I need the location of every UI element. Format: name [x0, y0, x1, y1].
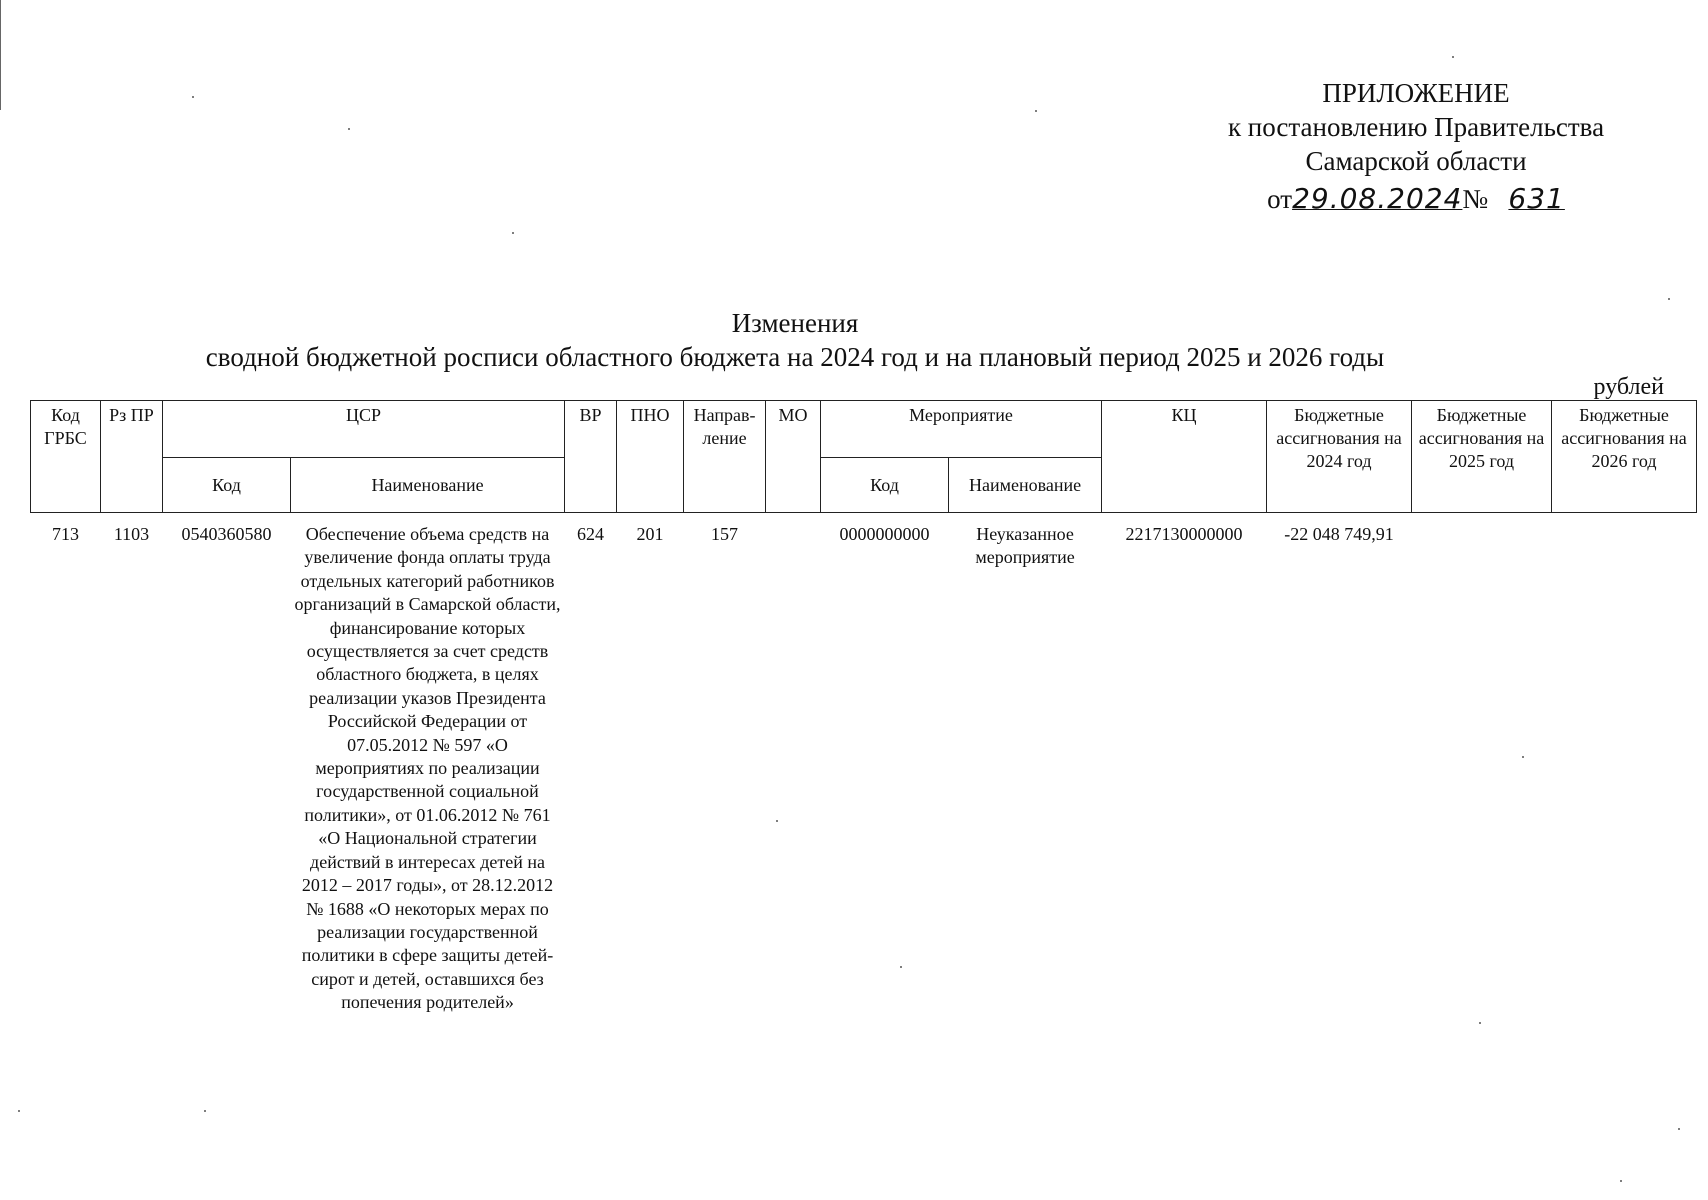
header-alloc-2025: Бюджетные ассигнования на 2025 год — [1412, 401, 1552, 513]
handwritten-date: 29.08.2024 — [1292, 182, 1463, 215]
header-event-name: Наименование — [949, 458, 1102, 513]
appendix-date-line — [1206, 182, 1626, 216]
cell-event-code: 0000000000 — [839, 524, 930, 544]
cell-event-name: Неуказанное мероприятие — [975, 524, 1075, 567]
header-vr: ВР — [565, 401, 617, 513]
header-direction: Направ-ление — [684, 401, 766, 513]
cell-direction: 157 — [711, 524, 739, 544]
scan-speck — [1452, 56, 1454, 58]
cell-mo — [766, 513, 821, 1015]
scan-speck — [512, 232, 514, 234]
header-rzpr: Рз ПР — [101, 401, 163, 513]
appendix-line-2: Самарской области — [1305, 146, 1527, 176]
scan-speck — [18, 1110, 20, 1112]
cell-alloc-2024: -22 048 749,91 — [1284, 524, 1394, 544]
cell-vr: 624 — [577, 524, 605, 544]
cell-rzpr: 1103 — [113, 524, 150, 544]
header-mo: МО — [766, 401, 821, 513]
header-csr: ЦСР — [163, 401, 565, 458]
header-row-1 — [31, 401, 1697, 458]
scan-speck — [1479, 1022, 1481, 1024]
header-alloc-2024: Бюджетные ассигнования на 2024 год — [1267, 401, 1412, 513]
cell-kc: 2217130000000 — [1125, 524, 1243, 544]
units-label: рублей — [1593, 374, 1664, 400]
header-kc: КЦ — [1102, 401, 1267, 513]
appendix-block — [1206, 76, 1626, 216]
document-title — [120, 306, 1470, 374]
date-prefix: от — [1267, 184, 1293, 214]
cell-alloc-2026 — [1552, 513, 1697, 1015]
scan-speck — [1668, 298, 1670, 300]
scan-speck — [776, 820, 778, 822]
cell-csr-name: Обеспечение объема средств на увеличение фонда оплаты труда отдельных категорий работников организаций в Самарской области, финансирование которых осуществляется за счет средств областного бюджета, в целях реализации указов Президента Российской Федерации от 07.05.2012 № 597 «О мероприятиях по реализации государственной социальной политики», от 01.06.2012 № 761 «О Национальной стратегии действий в интересах детей на 2012 – 2017 годы», от 28.12.2012 № 1688 «О некоторых мерах по реализации государственной политики в сфере защиты детей-сирот и детей, оставшихся без попечения родителей» — [294, 524, 561, 1013]
cell-csr-code: 0540360580 — [181, 524, 272, 544]
handwritten-number: 631 — [1508, 182, 1565, 215]
scan-speck — [1522, 756, 1524, 758]
header-alloc-2026: Бюджетные ассигнования на 2026 год — [1552, 401, 1697, 513]
scan-speck — [204, 1110, 206, 1112]
title-line-1: Изменения — [731, 308, 859, 338]
scan-speck — [1620, 1180, 1622, 1182]
header-csr-name: Наименование — [291, 458, 565, 513]
cell-pno: 201 — [636, 524, 664, 544]
table-row — [31, 513, 1697, 1015]
scan-speck — [1678, 1128, 1680, 1130]
budget-table — [30, 400, 1697, 1015]
header-event-code: Код — [821, 458, 949, 513]
scan-speck — [1035, 110, 1037, 112]
cell-grbs: 713 — [52, 524, 79, 544]
scan-speck — [192, 96, 194, 98]
number-prefix: № — [1462, 184, 1489, 214]
header-grbs: Код ГРБС — [31, 401, 101, 513]
appendix-heading: ПРИЛОЖЕНИЕ — [1322, 78, 1510, 108]
cell-alloc-2025 — [1412, 513, 1552, 1015]
header-csr-code: Код — [163, 458, 291, 513]
header-event: Мероприятие — [821, 401, 1102, 458]
scan-edge — [0, 0, 1, 110]
appendix-line-1: к постановлению Правительства — [1227, 112, 1605, 142]
title-line-2: сводной бюджетной росписи областного бюджета на 2024 год и на плановый период 2025 и 2026 годы — [205, 342, 1385, 372]
scan-speck — [348, 128, 350, 130]
header-pno: ПНО — [617, 401, 684, 513]
scan-speck — [900, 966, 902, 968]
